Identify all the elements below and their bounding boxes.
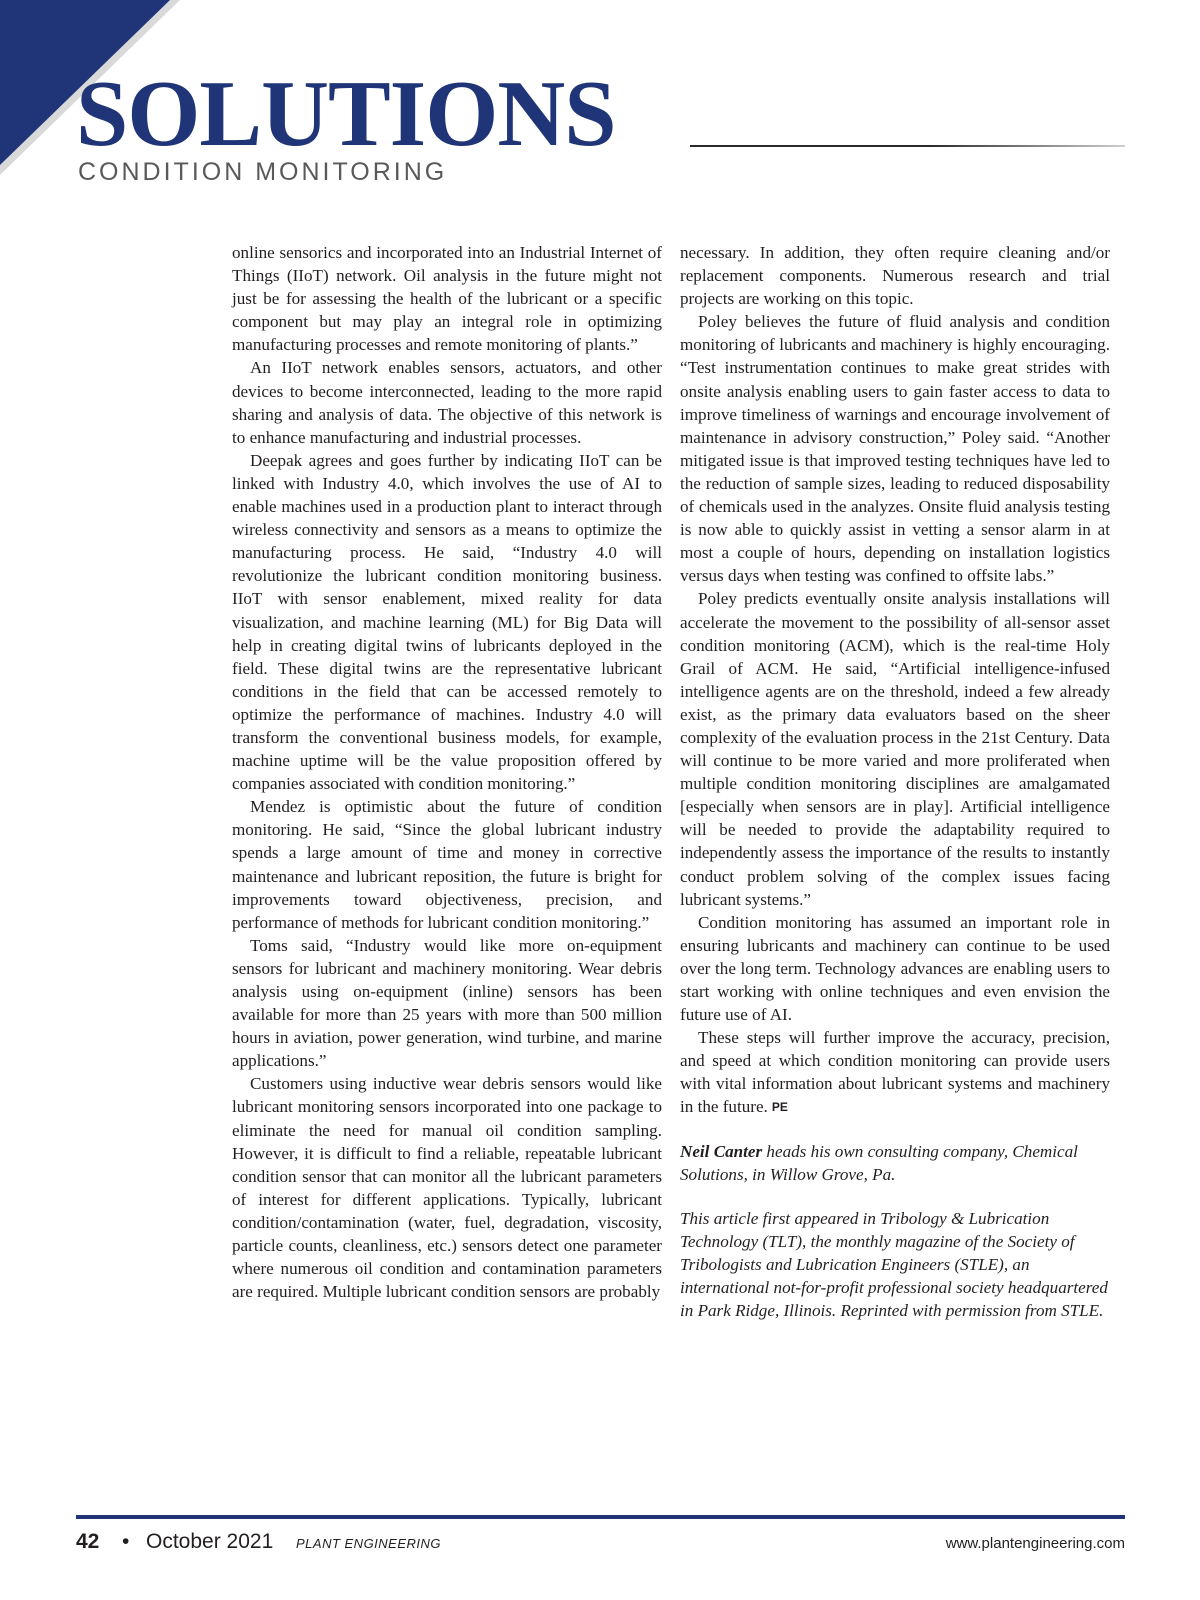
article-column-left xyxy=(232,241,662,1303)
paragraph: Customers using inductive wear debris sensors would like lubricant monitoring sensors incorporated into one package to eliminate the need for manual oil condition sampling. However, it is difficult to find a reliable, repeatable lubricant condition sensor that can monitor all the lubricant parameters of interest for different applications. Typically, lubricant condition/contamination (water, fuel, degradation, viscosity, particle counts, cleanliness, etc.) sensors detect one parameter where numerous oil condition and contamination parameters are required. Multiple lubricant condition sensors are probably xyxy=(232,1074,662,1302)
paragraph: Poley believes the future of fluid analysis and condition monitoring of lubricants and machinery is highly encouraging. “Test instrumentation continues to make great strides with onsite analysis enabling users to gain faster access to data to improve timeliness of warnings and encourage involvement of maintenance in advisory construction,” Poley said. “Another mitigated issue is that improved testing techniques have led to the reduction of sample sizes, leading to reduced disposability of chemicals used in the analyzes. Onsite fluid analysis testing is now able to quickly assist in vetting a sensor alarm in at most a couple of hours, depending on installation logistics versus days when testing was confined to offsite labs.” xyxy=(680,312,1110,586)
paragraph: Poley predicts eventually onsite analysis installations will accelerate the movement to the possibility of all-sensor asset condition monitoring (ACM), which is the real-time Holy Grail of ACM. He said, “Artificial intelligence-infused intelligence agents are on the threshold, indeed a few already exist, as the primary data evaluators based on the sheer complexity of the evaluation process in the 21st Century. Data will continue to be more varied and more proliferated when multiple condition monitoring disciplines are amalgamated [especially when sensors are in play]. Artificial intelligence will be needed to provide the adaptability required to independently assess the importance of the results to instantly conduct problem solving of the complex issues facing lubricant systems.” xyxy=(680,589,1110,909)
issue-date: October 2021 xyxy=(146,1530,274,1553)
paragraph: An IIoT network enables sensors, actuators, and other devices to become interconnected, leading to the more rapid sharing and analysis of data. The objective of this network is to enhance manufacturing and industrial processes. xyxy=(232,358,662,447)
paragraph: necessary. In addition, they often require cleaning and/or replacement components. Numerous research and trial projects are working on this topic. xyxy=(680,243,1110,309)
section-subtitle: CONDITION MONITORING xyxy=(78,158,448,186)
footer-bullet: • xyxy=(122,1530,130,1553)
footer xyxy=(76,1530,1125,1558)
author-name: Neil Canter xyxy=(680,1141,763,1161)
website-url: www.plantengineering.com xyxy=(945,1535,1125,1552)
paragraph: Mendez is optimistic about the future of condition monitoring. He said, “Since the global lubricant industry spends a large amount of time and money in corrective maintenance and lubricant reposition, the future is bright for improvements toward objectiveness, precision, and performance of methods for lubricant condition monitoring.” xyxy=(232,797,662,932)
page-number: 42 xyxy=(76,1530,100,1553)
reprint-note: This article first appeared in Tribology & Lubrication Technology (TLT), the monthly magazine of the Society of Tribologists and Lubrication Engineers (STLE), an international not-for-profit professional society headquartered in Park Ridge, Illinois. Reprinted with permission from STLE. xyxy=(680,1208,1108,1321)
paragraph-final xyxy=(680,1026,1110,1118)
paragraph-text: These steps will further improve the accuracy, precision, and speed at which condition monitoring can provide users with vital information about lubricant systems and machinery in the future. xyxy=(680,1028,1110,1117)
author-bio xyxy=(680,1140,1110,1186)
article-column-right xyxy=(680,241,1110,1322)
paragraph: Deepak agrees and goes further by indicating IIoT can be linked with Industry 4.0, which involves the use of AI to enable machines used in a production plant to interact through wireless connectivity and sensors as a means to optimize the manufacturing process. He said, “Industry 4.0 will revolutionize the lubricant condition monitoring business. IIoT with sensor enablement, mixed reality for data visualization, and machine learning (ML) for Big Data will help in creating digital twins of lubricants deployed in the field. These digital twins are the representative lubricant conditions in the field that can be accessed remotely to optimize the performance of machines. Industry 4.0 will transform the conventional business models, for example, machine uptime will be the value proposition offered by companies associated with condition monitoring.” xyxy=(232,450,662,794)
paragraph: online sensorics and incorporated into an Industrial Internet of Things (IIoT) network. Oil analysis in the future might not just be for assessing the health of the lubricant or a specific component but may play an integral role in optimizing manufacturing processes and remote monitoring of plants.” xyxy=(232,243,662,355)
paragraph: Condition monitoring has assumed an important role in ensuring lubricants and machinery can continue to be used over the long term. Technology advances are enabling users to start working with online techniques and even envision the future use of AI. xyxy=(680,912,1110,1025)
author-bio-text: heads his own consulting company, Chemical Solutions, in Willow Grove, Pa. xyxy=(680,1141,1078,1184)
magazine-name: PLANT ENGINEERING xyxy=(296,1536,442,1551)
end-mark-icon: PE xyxy=(771,1100,788,1115)
paragraph: Toms said, “Industry would like more on-equipment sensors for lubricant and machinery monitoring. Wear debris analysis using on-equipment (inline) sensors has been available for more than 25 years with more than 500 million hours in aviation, power generation, wind turbine, and marine applications.” xyxy=(232,935,662,1071)
footer-rule xyxy=(76,1515,1125,1519)
section-title: SOLUTIONS xyxy=(76,62,616,166)
title-rule xyxy=(690,145,1125,147)
